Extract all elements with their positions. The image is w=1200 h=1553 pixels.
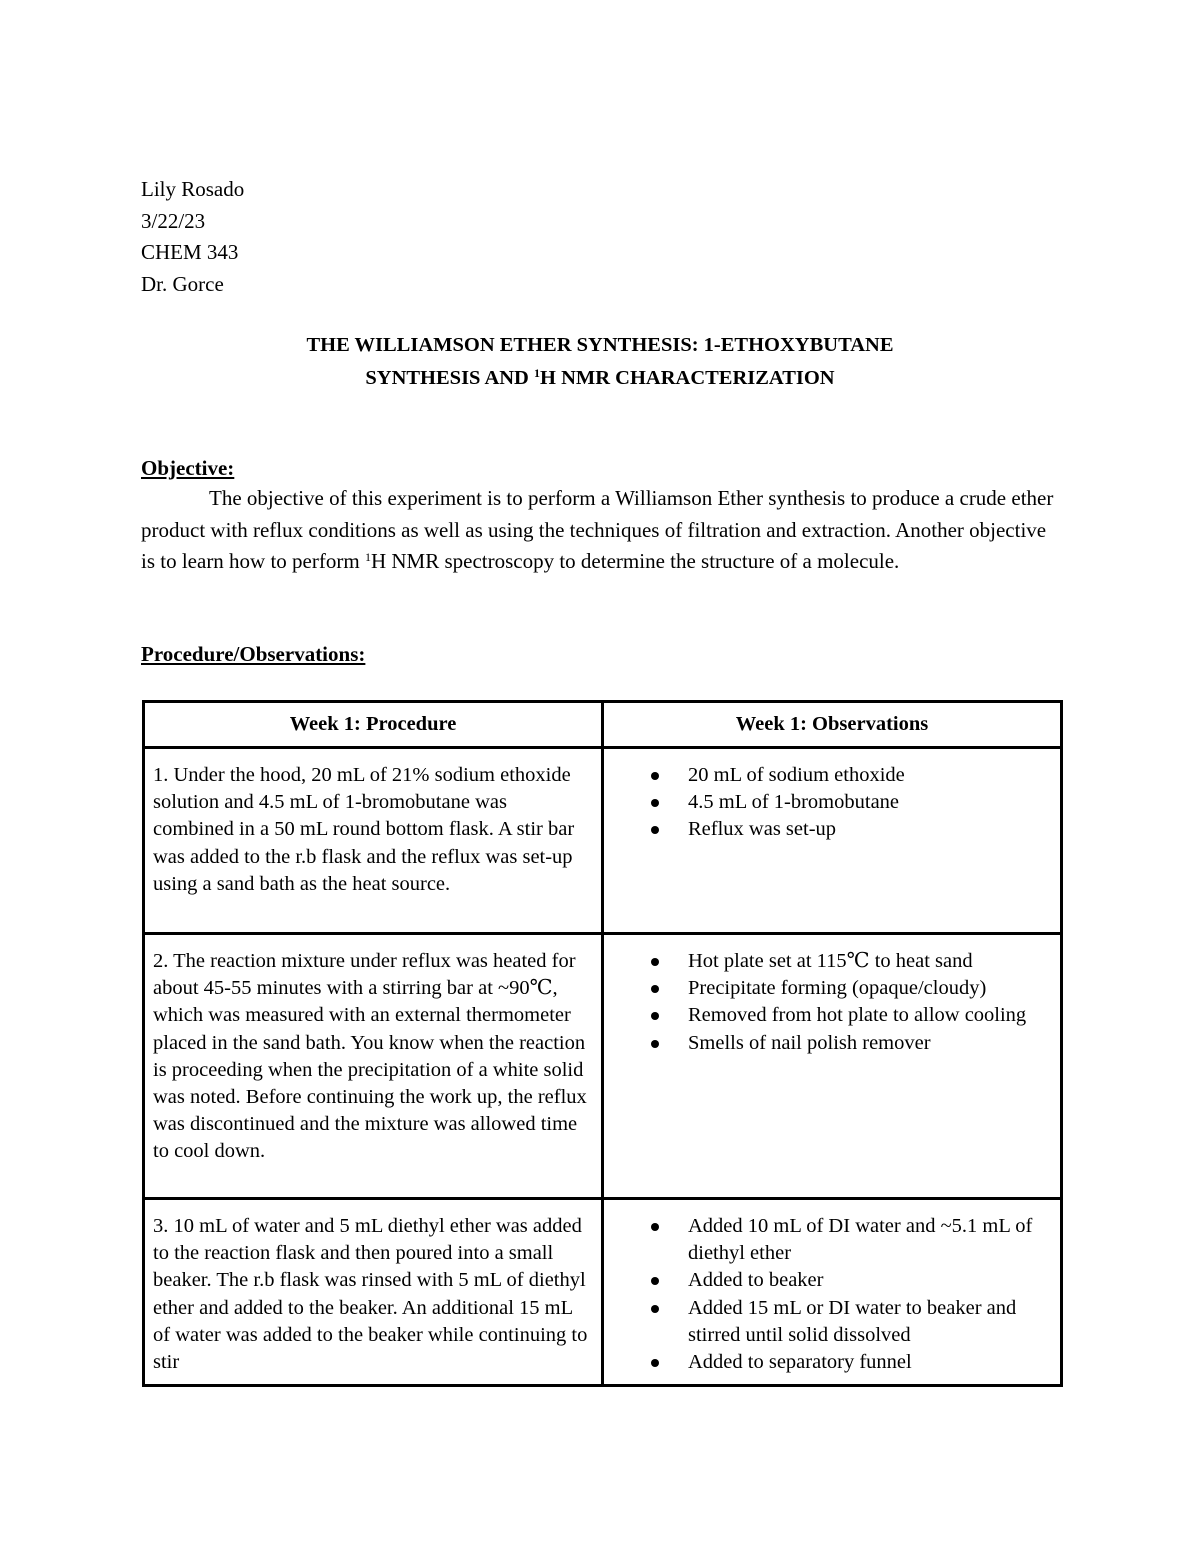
procedure-cell: 1. Under the hood, 20 mL of 21% sodium ethoxide solution and 4.5 mL of 1-bromobutane was combined in a 50 mL round bottom flask. A stir bar was added to the r.b flask and the reflux was set-up using a sand bath as the heat source. bbox=[144, 748, 603, 934]
objective-paragraph bbox=[141, 483, 1059, 578]
list-item: Removed from hot plate to allow cooling bbox=[612, 1002, 1051, 1029]
table-row bbox=[144, 1199, 1062, 1386]
list-item: Smells of nail polish remover bbox=[612, 1030, 1051, 1057]
list-item: Added 15 mL or DI water to beaker and stirred until solid dissolved bbox=[612, 1295, 1051, 1349]
observations-cell bbox=[603, 1199, 1062, 1386]
list-item: 20 mL of sodium ethoxide bbox=[612, 762, 1051, 789]
table-row bbox=[144, 934, 1062, 1199]
title-line-2-pre: SYNTHESIS AND bbox=[365, 367, 534, 389]
list-item: Hot plate set at 115℃ to heat sand bbox=[612, 948, 1051, 975]
instructor-name: Dr. Gorce bbox=[141, 271, 224, 296]
objective-superscript: 1 bbox=[364, 550, 371, 564]
observations-list bbox=[612, 948, 1051, 1057]
list-item: 4.5 mL of 1-bromobutane bbox=[612, 789, 1051, 816]
objective-text-1: The objective of this experiment is to perform a Williamson Ether synthesis to produce a crude ether product with reflux conditions as well as using the techniques of filtration and extraction. Another objective is to learn how to perform bbox=[141, 486, 1054, 573]
procedure-observations-table bbox=[142, 700, 1063, 1387]
procedure-heading: Procedure/Observations: bbox=[141, 642, 366, 666]
report-title bbox=[141, 329, 1059, 395]
list-item: Added 10 mL of DI water and ~5.1 mL of diethyl ether bbox=[612, 1213, 1051, 1267]
course-code: CHEM 343 bbox=[141, 240, 239, 264]
list-item: Reflux was set-up bbox=[612, 816, 1051, 843]
title-line-2 bbox=[141, 362, 1059, 395]
objective-heading: Objective: bbox=[141, 456, 235, 480]
observations-list bbox=[612, 762, 1051, 844]
header-block bbox=[141, 174, 244, 300]
table-header-row bbox=[144, 702, 1062, 748]
report-date: 3/22/23 bbox=[141, 208, 206, 233]
list-item: Added to beaker bbox=[612, 1267, 1051, 1294]
observations-cell bbox=[603, 748, 1062, 934]
procedure-cell: 3. 10 mL of water and 5 mL diethyl ether was added to the reaction flask and then poured into a small beaker. The r.b flask was rinsed with 5 mL of diethyl ether and added to the beaker. An additional 15 mL of water was added to the beaker while continuing to stir bbox=[144, 1199, 603, 1386]
observations-cell bbox=[603, 934, 1062, 1199]
observations-column-header: Week 1: Observations bbox=[603, 702, 1062, 748]
procedure-cell: 2. The reaction mixture under reflux was heated for about 45-55 minutes with a stirring bar at ~90℃, which was measured with an external thermometer placed in the sand bath. You know when the reaction is proceeding when the precipitation of a white solid was noted. Before continuing the work up, the reflux was discontinued and the mixture was allowed time to cool down. bbox=[144, 934, 603, 1199]
procedure-column-header: Week 1: Procedure bbox=[144, 702, 603, 748]
list-item: Precipitate forming (opaque/cloudy) bbox=[612, 975, 1051, 1002]
table-row bbox=[144, 748, 1062, 934]
author-name: Lily Rosado bbox=[141, 177, 245, 201]
list-item: Added to separatory funnel bbox=[612, 1349, 1051, 1376]
observations-list bbox=[612, 1213, 1051, 1376]
objective-text-2: H NMR spectroscopy to determine the structure of a molecule. bbox=[370, 549, 900, 573]
title-line-2-post: H NMR CHARACTERIZATION bbox=[540, 367, 835, 389]
title-line-1: THE WILLIAMSON ETHER SYNTHESIS: 1-ETHOXYBUTANE bbox=[306, 334, 894, 356]
title-superscript: 1 bbox=[534, 366, 540, 380]
